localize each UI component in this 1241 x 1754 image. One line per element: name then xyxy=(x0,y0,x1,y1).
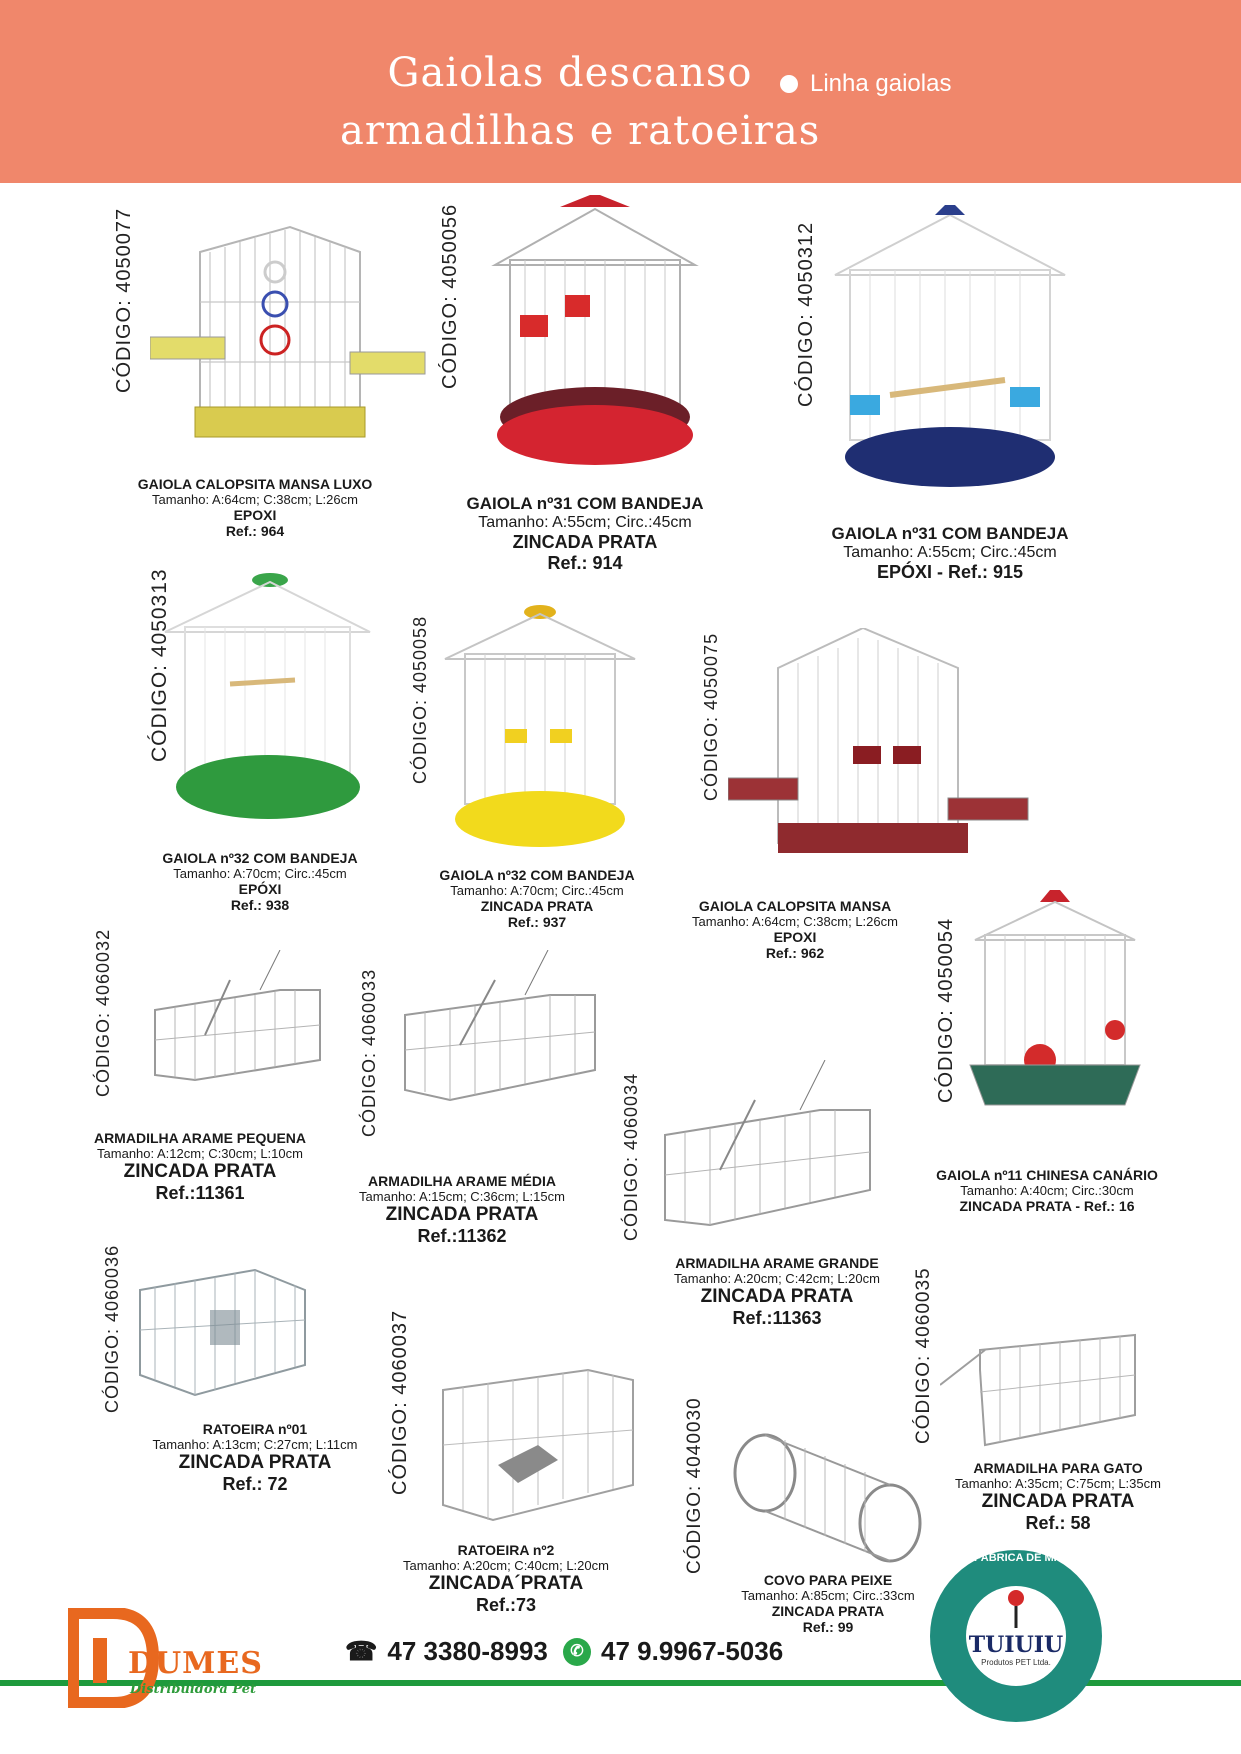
product-caption xyxy=(674,1255,880,1329)
product-material: ZINCADA PRATA - Ref.: 16 xyxy=(959,1198,1135,1214)
cage-image xyxy=(475,195,715,470)
telephone-icon: ☎ xyxy=(345,1636,378,1666)
product-material: ZINCADA PRATA xyxy=(700,1286,854,1307)
cage-image xyxy=(160,572,375,822)
product-size: Tamanho: A:64cm; C:38cm; L:26cm xyxy=(152,492,358,507)
product-size: Tamanho: A:12cm; C:30cm; L:10cm xyxy=(97,1146,303,1161)
product-caption xyxy=(692,898,898,961)
product-name: GAIOLA nº31 COM BANDEJA xyxy=(831,524,1069,543)
product-caption xyxy=(832,524,1069,583)
product-material: ZINCADA PRATA xyxy=(123,1161,277,1182)
product-material: ZINCADA PRATA xyxy=(981,1491,1135,1512)
product-code: CÓDIGO: 4060037 xyxy=(389,1309,411,1495)
line-tag-label: Linha gaiolas xyxy=(810,70,952,97)
product-caption xyxy=(403,1542,609,1616)
product-size: Tamanho: A:64cm; C:38cm; L:26cm xyxy=(692,914,898,929)
product-ref: Ref.:11363 xyxy=(732,1308,822,1328)
product-name: GAIOLA nº11 CHINESA CANÁRIO xyxy=(936,1167,1158,1183)
product-size: Tamanho: A:40cm; Circ.:30cm xyxy=(960,1183,1134,1198)
logo-subtext: Distribuidora Pet xyxy=(130,1682,257,1697)
product-name: COVO PARA PEIXE xyxy=(763,1572,893,1588)
trap-image xyxy=(400,950,600,1125)
page-title xyxy=(340,44,821,160)
product-size: Tamanho: A:55cm; Circ.:45cm xyxy=(478,514,692,531)
product-material: EPOXI xyxy=(233,507,277,523)
trap-image xyxy=(135,1265,310,1400)
product-material: EPÓXI - Ref.: 915 xyxy=(876,562,1024,582)
product-material: ZINCADA PRATA xyxy=(512,532,658,552)
whatsapp-number: 47 9.9967-5036 xyxy=(601,1636,784,1666)
product-name: GAIOLA nº31 COM BANDEJA xyxy=(466,494,704,513)
product-name: ARMADILHA ARAME MÉDIA xyxy=(368,1173,556,1189)
product-ref: Ref.: 99 xyxy=(802,1619,854,1635)
trap-image xyxy=(438,1365,638,1525)
product-code: CÓDIGO: 4060036 xyxy=(102,1244,122,1413)
product-code: CÓDIGO: 4060034 xyxy=(621,1072,641,1241)
line-tag xyxy=(780,70,951,98)
product-ref: Ref.: 58 xyxy=(1025,1513,1091,1533)
product-code: CÓDIGO: 4050056 xyxy=(439,203,461,389)
product-code: CÓDIGO: 4060032 xyxy=(93,928,113,1097)
product-material: ZINCADA PRATA xyxy=(480,898,594,914)
cage-image xyxy=(965,890,1145,1150)
product-ref: Ref.: 962 xyxy=(765,945,825,961)
product-name: GAIOLA CALOPSITA MANSA xyxy=(698,898,892,914)
product-material: ZINCADA PRATA xyxy=(385,1204,539,1225)
product-caption xyxy=(138,476,373,539)
fish-trap-image xyxy=(725,1428,925,1573)
phone-contact[interactable] xyxy=(345,1636,548,1667)
seal-brand: TUIUIU xyxy=(968,1632,1064,1658)
product-material: EPÓXI xyxy=(238,881,282,897)
product-name: RATOEIRA nº01 xyxy=(202,1421,308,1437)
product-code: CÓDIGO: 4050077 xyxy=(113,207,135,393)
product-caption xyxy=(94,1130,306,1204)
product-caption xyxy=(741,1572,914,1635)
product-code: CÓDIGO: 4060033 xyxy=(359,968,379,1137)
product-caption xyxy=(153,1421,358,1495)
whatsapp-icon: ✆ xyxy=(563,1638,591,1666)
product-material: ZINCADA´PRATA xyxy=(428,1573,584,1594)
title-line-2: armadilhas e ratoeiras xyxy=(340,108,821,154)
product-size: Tamanho: A:55cm; Circ.:45cm xyxy=(843,544,1057,561)
product-code: CÓDIGO: 4050058 xyxy=(410,615,430,784)
product-ref: Ref.:73 xyxy=(475,1595,537,1615)
product-size: Tamanho: A:70cm; Circ.:45cm xyxy=(450,883,624,898)
product-ref: Ref.: 938 xyxy=(230,897,290,913)
whatsapp-contact[interactable] xyxy=(563,1636,783,1667)
product-ref: Ref.: 72 xyxy=(222,1474,288,1494)
product-ref: Ref.:11362 xyxy=(417,1226,507,1246)
product-code: CÓDIGO: 4050075 xyxy=(701,632,721,801)
trap-image xyxy=(940,1330,1140,1455)
trap-image xyxy=(150,950,325,1100)
bullet-icon xyxy=(780,75,798,93)
product-caption xyxy=(439,867,634,930)
cage-image xyxy=(820,205,1080,495)
product-material: ZINCADA PRATA xyxy=(178,1452,332,1473)
cage-image xyxy=(150,222,430,452)
product-size: Tamanho: A:20cm; C:40cm; L:20cm xyxy=(403,1558,609,1573)
product-material: ZINCADA PRATA xyxy=(771,1603,885,1619)
product-name: GAIOLA nº32 COM BANDEJA xyxy=(439,867,635,883)
product-name: ARMADILHA ARAME GRANDE xyxy=(675,1255,879,1271)
product-size: Tamanho: A:35cm; C:75cm; L:35cm xyxy=(955,1476,1161,1491)
cage-image xyxy=(728,628,1030,878)
cage-image xyxy=(440,604,640,854)
seal-text: SOMOS FÁBRICA DE MISTURAS xyxy=(930,1552,1102,1564)
product-size: Tamanho: A:15cm; C:36cm; L:15cm xyxy=(359,1189,565,1204)
product-ref: Ref.: 937 xyxy=(507,914,567,930)
factory-seal xyxy=(928,1548,1104,1729)
product-ref: Ref.: 964 xyxy=(225,523,285,539)
product-caption xyxy=(467,494,704,574)
product-ref: Ref.: 914 xyxy=(547,553,623,573)
phone-number: 47 3380-8993 xyxy=(387,1636,548,1666)
product-code: CÓDIGO: 4060035 xyxy=(913,1267,934,1444)
product-code: CÓDIGO: 4040030 xyxy=(684,1397,705,1574)
product-name: GAIOLA CALOPSITA MANSA LUXO xyxy=(137,476,373,492)
product-name: GAIOLA nº32 COM BANDEJA xyxy=(162,850,358,866)
product-caption xyxy=(955,1460,1161,1534)
title-line-1: Gaiolas descanso xyxy=(387,50,753,96)
product-ref: Ref.:11361 xyxy=(155,1183,245,1203)
product-name: RATOEIRA nº2 xyxy=(457,1542,555,1558)
trap-image xyxy=(660,1060,875,1245)
seal-brand-sub: Produtos PET Ltda. xyxy=(981,1658,1051,1667)
product-caption xyxy=(359,1173,565,1247)
product-name: ARMADILHA PARA GATO xyxy=(973,1460,1143,1476)
product-size: Tamanho: A:13cm; C:27cm; L:11cm xyxy=(152,1437,358,1452)
product-size: Tamanho: A:85cm; Circ.:33cm xyxy=(741,1588,915,1603)
product-size: Tamanho: A:70cm; Circ.:45cm xyxy=(173,866,347,881)
product-code: CÓDIGO: 4050313 xyxy=(148,568,171,762)
product-code: CÓDIGO: 4050054 xyxy=(935,917,957,1103)
dumes-logo xyxy=(68,1608,288,1713)
logo-text: DUMES xyxy=(128,1646,263,1681)
product-code: CÓDIGO: 4050312 xyxy=(795,221,817,407)
product-name: ARMADILHA ARAME PEQUENA xyxy=(93,1130,307,1146)
product-caption xyxy=(936,1167,1158,1214)
product-material: EPOXI xyxy=(773,929,817,945)
product-caption xyxy=(162,850,357,913)
product-size: Tamanho: A:20cm; C:42cm; L:20cm xyxy=(674,1271,880,1286)
